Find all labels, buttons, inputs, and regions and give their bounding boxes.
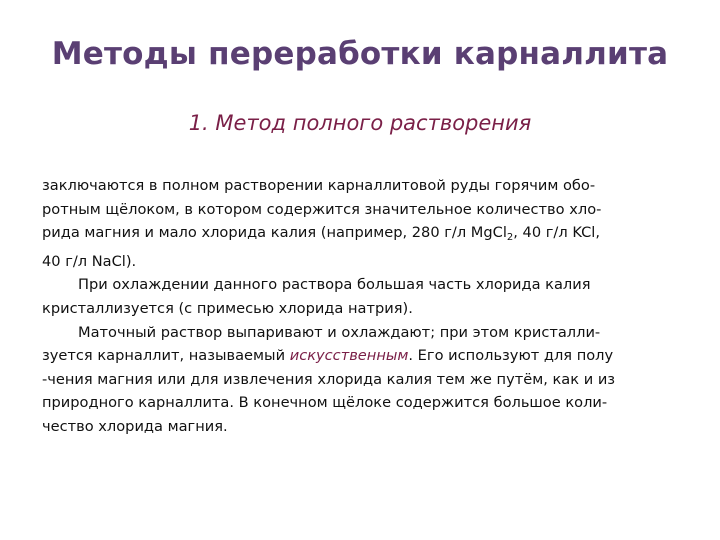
paragraph-2-line-1: При охлаждении данного раствора большая часть хлорида калия bbox=[78, 276, 591, 294]
paragraph-1-line-1: заключаются в полном растворении карналлитовой руды горячим обо- bbox=[42, 177, 596, 194]
formula-text: рида магния и мало хлорида калия (например, 280 г/л MgCl bbox=[42, 224, 507, 242]
paragraph-3-line-3: -чения магния или для извлечения хлорида калия тем же путём, как и из bbox=[42, 370, 616, 388]
paragraph-2-line-2: кристаллизуется (с примесью хлорида натрия). bbox=[42, 299, 413, 317]
body-text bbox=[42, 174, 682, 439]
subscript-2: 2 bbox=[506, 232, 514, 244]
slide-title: Методы переработки карналлита bbox=[51, 36, 669, 72]
paragraph-3-line-5: чество хлорида магния. bbox=[42, 417, 228, 435]
highlighted-term: искусственным bbox=[289, 347, 409, 365]
paragraph-3-line-4: природного карналлита. В конечном щёлоке содержится большое коли- bbox=[42, 394, 608, 412]
slide-subtitle: 1. Метод полного растворения bbox=[188, 111, 532, 135]
paragraph-1-line-2: ротным щёлоком, в котором содержится значительное количество хло- bbox=[42, 200, 602, 218]
text-segment: зуется карналлит, называемый bbox=[42, 347, 290, 365]
paragraph-3-line-2 bbox=[42, 344, 682, 368]
paragraph-1-line-4: 40 г/л NaCl). bbox=[42, 252, 137, 270]
paragraph-1-line-3 bbox=[42, 221, 682, 250]
paragraph-3-line-1: Маточный раствор выпаривают и охлаждают; при этом кристалли- bbox=[78, 323, 601, 341]
formula-text-tail: , 40 г/л KCl, bbox=[513, 224, 600, 242]
text-segment-tail: . Его используют для полу bbox=[408, 347, 614, 365]
